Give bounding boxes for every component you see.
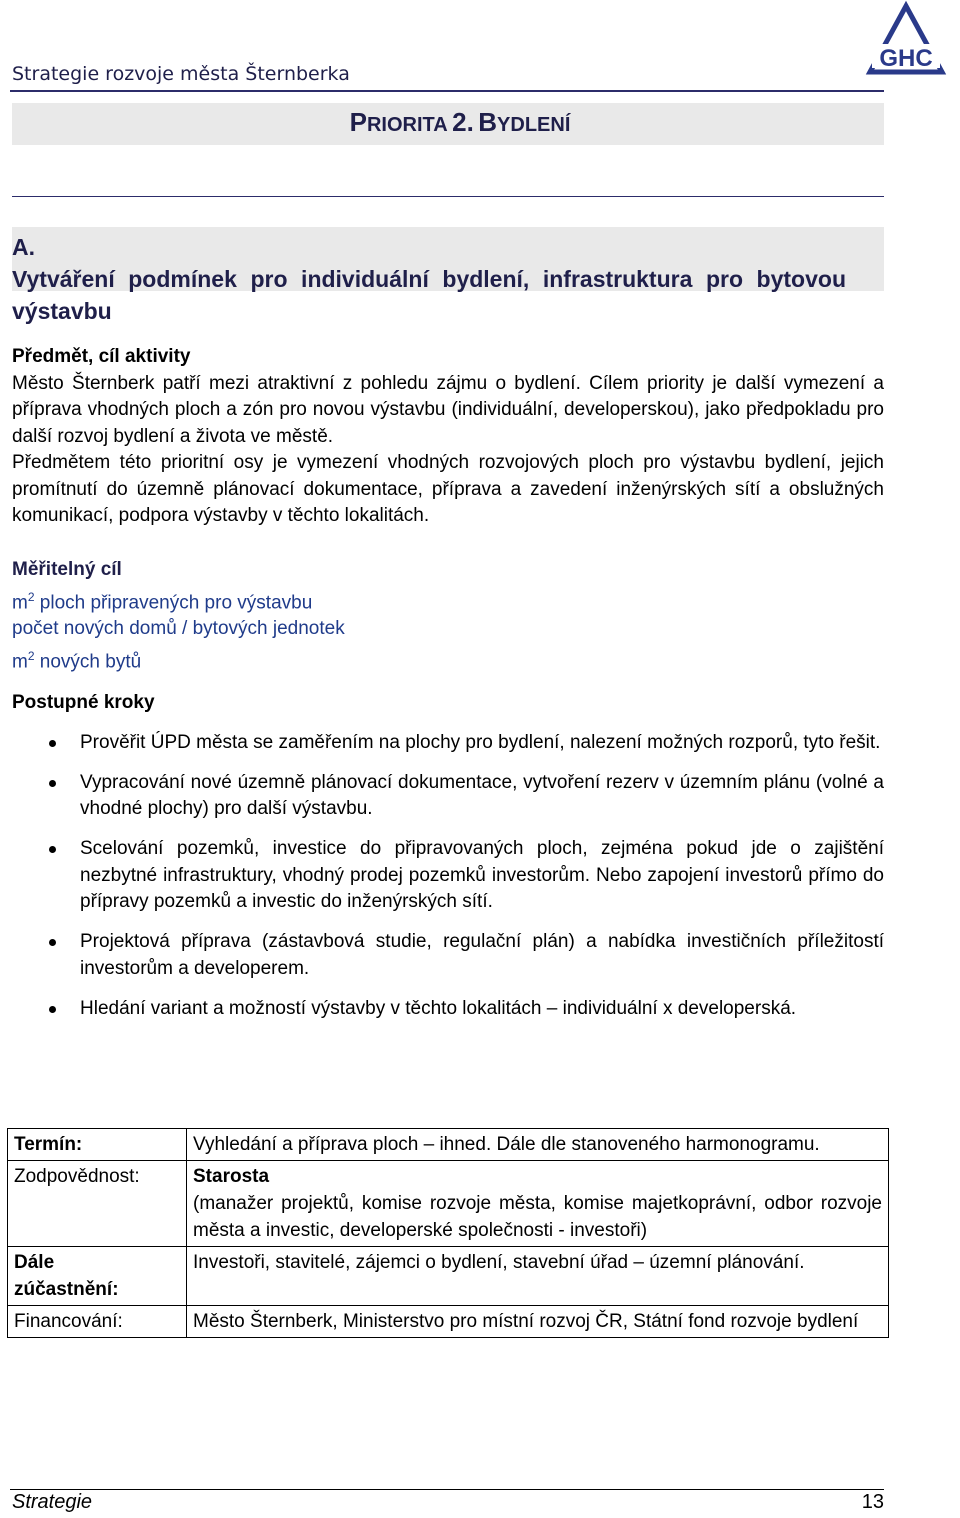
list-item: Projektová příprava (zástavbová studie, regulační plán) a nabídka investičních příležitostí investorům a developerem. xyxy=(12,929,884,982)
page-number: 13 xyxy=(861,1491,884,1513)
goal-line-area: $m^2$ ploch připravených pro výstavbu xyxy=(12,589,313,613)
subject-paragraph-2: Předmětem této prioritní osy je vymezení vhodných rozvojových ploch pro výstavbu bydlení, jejich promítnutí do územně plánovací dokumentace, příprava a zavedení inženýrských sítí a obslužných komunikací, podpora výstavby v těchto lokalitách. xyxy=(12,452,884,526)
priority-word-rest: RIORITA xyxy=(366,114,448,136)
steps-heading: Postupné kroky xyxy=(12,692,155,713)
steps-list xyxy=(12,730,884,1023)
priority-topic-initial: B xyxy=(478,107,498,137)
section-title: Vytváření podmínek pro individuální bydlení, infrastruktura pro bytovou výstavbu xyxy=(12,266,846,324)
table-row xyxy=(8,1161,889,1247)
participants-value: Investoři, stavitelé, zájemci o bydlení, stavební úřad – územní plánování. xyxy=(187,1247,889,1306)
bullet-icon xyxy=(49,740,56,747)
section-number: A. xyxy=(12,234,35,260)
bullet-icon xyxy=(49,780,56,787)
ghc-logo xyxy=(856,0,956,80)
header-divider xyxy=(10,90,884,92)
goal-line-flats: $m^2$ nových bytů xyxy=(12,648,142,673)
priority-number: 2. xyxy=(452,107,474,137)
responsibility-main: Starosta xyxy=(193,1166,270,1187)
priority-word-initial: P xyxy=(349,107,367,137)
subject-block xyxy=(12,344,884,530)
bullet-icon xyxy=(49,939,56,946)
subject-heading: Předmět, cíl aktivity xyxy=(12,346,191,367)
priority-topic-rest: YDLENÍ xyxy=(497,114,571,136)
goal-block xyxy=(12,557,884,676)
financing-value: Město Šternberk, Ministerstvo pro místní rozvoj ČR, Státní fond rozvoje bydlení xyxy=(187,1306,889,1338)
list-item: Vypracování nové územně plánovací dokumentace, vytvoření rezerv v územním plánu (volné a vhodné plochy) pro další výstavbu. xyxy=(12,770,884,823)
term-value: Vyhledání a příprava ploch – ihned. Dále dle stanoveného harmonogramu. xyxy=(187,1129,889,1161)
participants-label: Dále zúčastnění: xyxy=(8,1247,187,1306)
footer-label: Strategie xyxy=(12,1491,93,1513)
list-item: Hledání variant a možností výstavby v těchto lokalitách – individuální x developerská. xyxy=(12,996,884,1023)
document-header-title: Strategie rozvoje města Šternberka xyxy=(12,63,350,85)
footer-divider xyxy=(10,1489,884,1490)
responsibility-value xyxy=(187,1161,889,1247)
subject-paragraph-1: Město Šternberk patří mezi atraktivní z pohledu zájmu o bydlení. Cílem priority je další vymezení a příprava vhodných ploch a zón pro novou výstavbu (individuální, developerskou), jako předpokladu pro další rozvoj bydlení a života ve městě. xyxy=(12,372,884,447)
bullet-icon xyxy=(49,1006,56,1013)
section-divider xyxy=(12,196,884,197)
list-item: Prověřit ÚPD města se zaměřením na plochy pro bydlení, nalezení možných rozporů, tyto řešit. xyxy=(12,730,884,757)
term-label: Termín: xyxy=(8,1129,187,1161)
responsibility-label: Zodpovědnost: xyxy=(8,1161,187,1247)
goal-heading: Měřitelný cíl xyxy=(12,559,122,580)
responsibility-detail: (manažer projektů, komise rozvoje města, komise majetkoprávní, odbor rozvoje města a investic, developerské společnosti - investoři) xyxy=(193,1193,882,1241)
priority-heading xyxy=(12,103,884,145)
list-item: Scelování pozemků, investice do připravovaných ploch, zejména pokud jde o zajištění nezbytné infrastruktury, vhodný prodej pozemků investorům. Nebo zapojení investorů přímo do přípravy pozemků a investic do inženýrských sítí. xyxy=(12,836,884,916)
bullet-icon xyxy=(49,846,56,853)
logo-text: GHC xyxy=(879,45,933,72)
table-row xyxy=(8,1247,889,1306)
steps-block xyxy=(12,690,884,1022)
financing-label: Financování: xyxy=(8,1306,187,1338)
section-heading xyxy=(12,227,884,324)
table-row xyxy=(8,1129,889,1161)
responsibility-table xyxy=(7,1128,889,1338)
goal-line-count: počet nových domů / bytových jednotek xyxy=(12,618,345,640)
table-row xyxy=(8,1306,889,1338)
